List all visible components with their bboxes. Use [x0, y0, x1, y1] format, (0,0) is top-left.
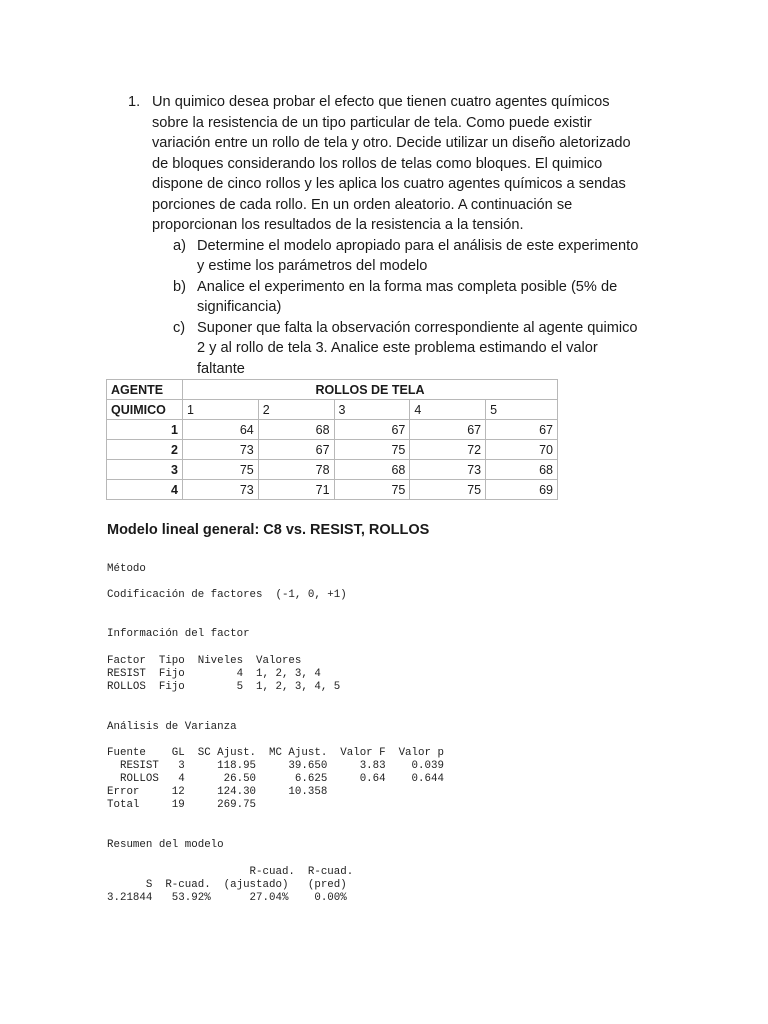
- header-rolls: ROLLOS DE TELA: [182, 380, 557, 400]
- item-line: significancia): [197, 299, 282, 315]
- factor-line: Factor Tipo Niveles Valores: [107, 655, 302, 667]
- data-table: [106, 379, 558, 500]
- item-label: a): [173, 237, 186, 254]
- value-cell: 75: [334, 440, 410, 460]
- problem-block: [128, 92, 668, 379]
- value-cell: 73: [410, 460, 486, 480]
- agent-cell: 3: [107, 460, 183, 480]
- table-subheader-row: [107, 400, 558, 420]
- problem-number: 1.: [128, 94, 141, 110]
- item-a: [173, 236, 668, 277]
- value-cell: 67: [334, 420, 410, 440]
- factor-line: ROLLOS Fijo 5 1, 2, 3, 4, 5: [107, 681, 341, 693]
- value-cell: 73: [182, 480, 258, 500]
- metodo-heading: Método: [107, 563, 146, 575]
- statement-line: porciones de cada rollo. En un orden aleatorio. A continuación se: [152, 196, 573, 213]
- roll-number: 1: [182, 400, 258, 420]
- resumen-line: 3.21844 53.92% 27.04% 0.00%: [107, 892, 347, 904]
- resumen-line: R-cuad. R-cuad.: [107, 866, 354, 878]
- value-cell: 78: [258, 460, 334, 480]
- model-title: Modelo lineal general: C8 vs. RESIST, ROLLOS: [107, 522, 430, 538]
- statement-line: dispone de cinco rollos y les aplica los cuatro agentes químicos a sendas: [152, 176, 626, 192]
- statement-line: variación entre un rollo de tela y otro. Decide utilizar un diseño aletorizado: [152, 135, 631, 151]
- header-agent: AGENTE: [107, 380, 183, 400]
- value-cell: 75: [182, 460, 258, 480]
- value-cell: 68: [334, 460, 410, 480]
- statement-line: Un quimico desea probar el efecto que tienen cuatro agentes químicos: [152, 94, 610, 110]
- item-line: Analice el experimento en la forma mas completa posible (5% de: [197, 278, 618, 295]
- resumen-heading: Resumen del modelo: [107, 839, 224, 851]
- item-line: 2 y al rollo de tela 3. Analice este problema estimando el valor: [197, 340, 598, 356]
- factor-line: RESIST Fijo 4 1, 2, 3, 4: [107, 668, 321, 680]
- statement-line: proporcionan los resultados de la resistencia a la tensión.: [152, 217, 524, 233]
- value-cell: 70: [486, 440, 558, 460]
- resumen-line: S R-cuad. (ajustado) (pred): [107, 879, 347, 891]
- item-line: Suponer que falta la observación correspondiente al agente quimico: [197, 319, 638, 336]
- factor-table: [107, 655, 340, 694]
- item-b: [173, 277, 668, 318]
- value-cell: 69: [486, 480, 558, 500]
- roll-number: 2: [258, 400, 334, 420]
- value-cell: 67: [258, 440, 334, 460]
- anova-table: [107, 747, 444, 812]
- value-cell: 68: [258, 420, 334, 440]
- item-line: Determine el modelo apropiado para el análisis de este experimento: [197, 237, 639, 254]
- anova-line: ROLLOS 4 26.50 6.625 0.64 0.644: [107, 773, 444, 785]
- item-label: c): [173, 319, 186, 336]
- value-cell: 64: [182, 420, 258, 440]
- table-header-row: [107, 380, 558, 400]
- header-chem: QUIMICO: [107, 400, 183, 420]
- value-cell: 67: [410, 420, 486, 440]
- statement-line: sobre la resistencia de un tipo particular de tela. Como puede existir: [152, 114, 592, 131]
- agent-cell: 1: [107, 420, 183, 440]
- item-line: y estime los parámetros del modelo: [197, 258, 428, 274]
- codificacion-line: Codificación de factores (-1, 0, +1): [107, 589, 347, 601]
- table-row: [107, 440, 558, 460]
- table-row: [107, 420, 558, 440]
- value-cell: 68: [486, 460, 558, 480]
- table-row: [107, 460, 558, 480]
- value-cell: 72: [410, 440, 486, 460]
- anova-heading: Análisis de Varianza: [107, 721, 237, 733]
- table-row: [107, 480, 558, 500]
- anova-line: Total 19 269.75: [107, 799, 257, 811]
- statement-line: de bloques considerando los rollos de telas como bloques. El quimico: [152, 155, 603, 172]
- anova-line: Fuente GL SC Ajust. MC Ajust. Valor F Valor p: [107, 747, 444, 759]
- resumen-table: [107, 866, 353, 905]
- agent-cell: 2: [107, 440, 183, 460]
- problem-statement: [152, 92, 668, 236]
- info-factor-heading: Información del factor: [107, 628, 250, 640]
- item-c: [173, 318, 668, 380]
- roll-number: 5: [486, 400, 558, 420]
- value-cell: 71: [258, 480, 334, 500]
- agent-cell: 4: [107, 480, 183, 500]
- value-cell: 75: [334, 480, 410, 500]
- roll-number: 4: [410, 400, 486, 420]
- roll-number: 3: [334, 400, 410, 420]
- anova-line: RESIST 3 118.95 39.650 3.83 0.039: [107, 760, 444, 772]
- value-cell: 67: [486, 420, 558, 440]
- item-label: b): [173, 278, 186, 295]
- item-line: faltante: [197, 360, 245, 377]
- value-cell: 73: [182, 440, 258, 460]
- value-cell: 75: [410, 480, 486, 500]
- anova-line: Error 12 124.30 10.358: [107, 786, 328, 798]
